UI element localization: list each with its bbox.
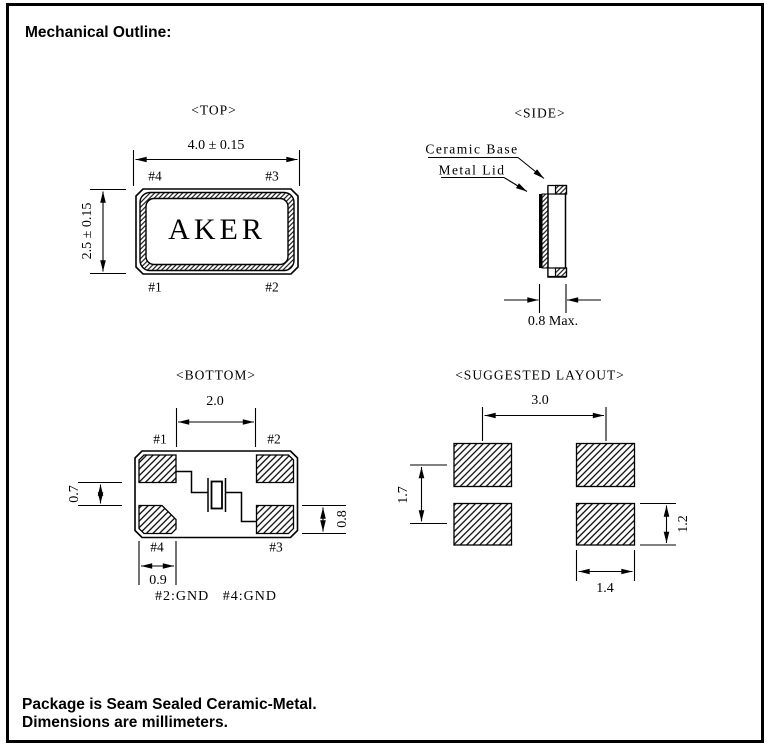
bottom-view-label: <BOTTOM> [176,367,256,383]
layout-view-label: <SUGGESTED LAYOUT> [455,367,625,383]
gnd-note: #2:GND #4:GND [155,589,277,604]
pad-3 [257,506,294,534]
bottom-pin-2-label: #2 [267,431,281,447]
top-dim-height: 2.5 ± 0.15 [80,202,95,260]
bottom-dim-pad-width: 0.9 [149,573,167,588]
section-heading: Mechanical Outline: [25,24,172,41]
bottom-pin-1-label: #1 [153,431,167,447]
top-view-label: <TOP> [191,102,237,118]
footer-notes [22,696,317,732]
top-pin-3-label: #3 [265,168,279,184]
seal-top [556,186,567,195]
layout-dim-land-width: 1.4 [596,581,614,596]
layout-dim-h-pitch: 3.0 [531,393,549,408]
side-view-label: <SIDE> [514,105,566,121]
top-pin-1-label: #1 [148,279,162,295]
layout-view-drawing [410,407,676,581]
land-pad-bottom-left [454,504,512,546]
leader-ceramic-base [518,158,544,179]
bottom-pin-3-label: #3 [269,539,283,555]
footer-note-package: Package is Seam Sealed Ceramic-Metal. [22,696,317,713]
land-pad-top-right [577,444,635,487]
ceramic-base-callout: Ceramic Base [425,141,519,157]
bottom-dim-pad-height: 0.8 [335,510,350,528]
land-pad-bottom-right [577,504,635,546]
layout-dim-land-height: 1.2 [676,515,691,533]
pad-1 [139,455,176,483]
land-pad-top-left [454,444,512,487]
bottom-pin-4-label: #4 [150,539,164,555]
top-pin-4-label: #4 [148,168,162,184]
side-dim-thickness: 0.8 Max. [527,314,579,329]
top-pin-2-label: #2 [265,279,279,295]
footer-note-dimensions: Dimensions are millimeters. [22,714,228,731]
leader-metal-lid [504,178,527,192]
bottom-view-drawing [78,408,346,585]
seam-weld [542,194,548,268]
side-view-drawing [428,158,601,314]
pad-2 [257,455,294,483]
metal-lid-callout: Metal Lid [438,161,506,177]
layout-dim-v-pitch: 1.7 [396,486,411,504]
bottom-dim-left-gap: 0.7 [67,485,82,503]
brand-marking: AKER [168,213,266,246]
top-dim-width: 4.0 ± 0.15 [187,138,245,153]
ceramic-base-body [548,187,566,277]
bottom-dim-pad-span: 2.0 [206,394,224,409]
seal-bottom [556,268,567,277]
metal-lid-body [539,194,542,268]
